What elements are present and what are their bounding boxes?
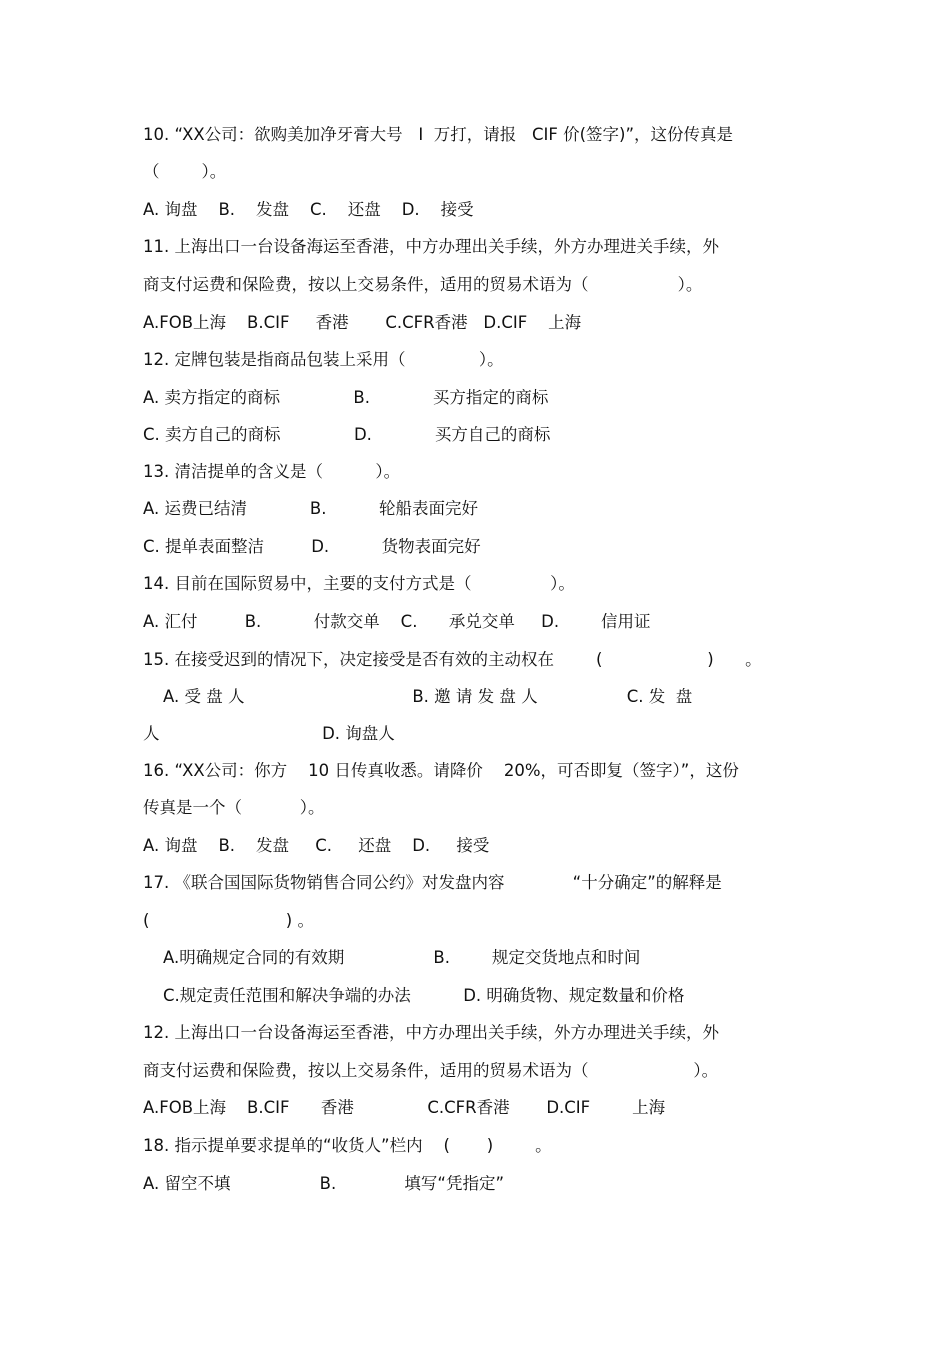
q14-options: A. 汇付 B. 付款交单 C. 承兑交单 D. 信用证 <box>143 612 651 631</box>
q13-line1: 13. 清洁提单的含义是（ ）。 <box>143 462 401 481</box>
q15-options: A. 受 盘 人 B. 邀 请 发 盘 人 C. 发 盘 <box>163 687 693 706</box>
q16-line2: 传真是一个（ ）。 <box>143 798 325 817</box>
q13-options-ab: A. 运费已结清 B. 轮船表面完好 <box>143 499 478 518</box>
q12-options-cd: C. 卖方自己的商标 D. 买方自己的商标 <box>143 425 551 444</box>
q16-options: A. 询盘 B. 发盘 C. 还盘 D. 接受 <box>143 836 490 855</box>
q12b-options: A.FOB上海 B.CIF 香港 C.CFR香港 D.CIF 上海 <box>143 1098 666 1117</box>
q17-line2: ( ) 。 <box>143 911 314 930</box>
q18-options: A. 留空不填 B. 填写“凭指定” <box>143 1174 504 1193</box>
q18-line1: 18. 指示提单要求提单的“收货人”栏内 ( ) 。 <box>143 1136 552 1155</box>
q10-line2: （ ）。 <box>143 162 227 181</box>
q17-options-cd: C.规定责任范围和解决争端的办法 D. 明确货物、规定数量和价格 <box>163 986 685 1005</box>
q17-line1: 17. 《联合国国际货物销售合同公约》对发盘内容 “十分确定”的解释是 <box>143 873 722 892</box>
q14-line1: 14. 目前在国际贸易中，主要的支付方式是（ ）。 <box>143 574 575 593</box>
q12b-line1: 12. 上海出口一台设备海运至香港，中方办理出关手续，外方办理进关手续，外 <box>143 1023 719 1042</box>
q12-line1: 12. 定牌包装是指商品包装上采用（ ）。 <box>143 350 504 369</box>
q17-options-ab: A.明确规定合同的有效期 B. 规定交货地点和时间 <box>163 948 641 967</box>
q12b-line2: 商支付运费和保险费，按以上交易条件，适用的贸易术语为（ ）。 <box>143 1061 719 1080</box>
q15-options-wrap: 人 D. 询盘人 <box>143 724 395 743</box>
q15-line1: 15. 在接受迟到的情况下，决定接受是否有效的主动权在 ( ) 。 <box>143 650 762 669</box>
q10-line1: 10. “XX公司：欲购美加净牙膏大号 I 万打，请报 CIF 价(签字)”，这份传真是 <box>143 125 734 144</box>
q13-options-cd: C. 提单表面整洁 D. 货物表面完好 <box>143 537 481 556</box>
q12-options-ab: A. 卖方指定的商标 B. 买方指定的商标 <box>143 388 549 407</box>
q16-line1: 16. “XX公司：你方 10 日传真收悉。请降价 20%，可否即复（签字）”，这份 <box>143 761 739 780</box>
q11-options: A.FOB上海 B.CIF 香港 C.CFR香港 D.CIF 上海 <box>143 313 582 332</box>
q10-options: A. 询盘 B. 发盘 C. 还盘 D. 接受 <box>143 200 474 219</box>
q11-line1: 11. 上海出口一台设备海运至香港，中方办理出关手续，外方办理进关手续，外 <box>143 237 719 256</box>
q11-line2: 商支付运费和保险费，按以上交易条件，适用的贸易术语为（ ）。 <box>143 275 703 294</box>
